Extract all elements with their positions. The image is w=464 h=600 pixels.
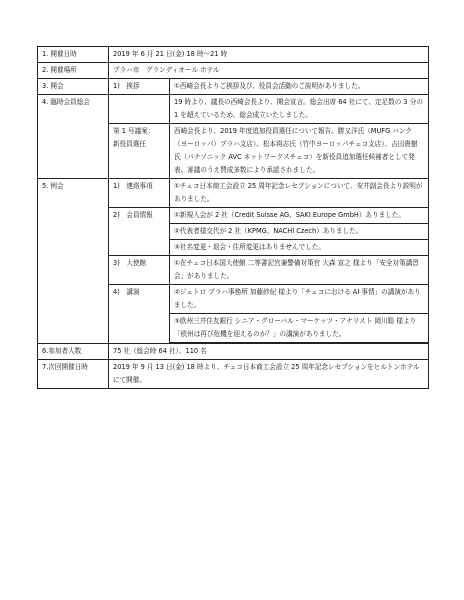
row-content-member-other: ③社名変更・退会・住所変更はありませんでした。 bbox=[170, 240, 429, 256]
row-sub-notices: 1) 連絡事項 bbox=[109, 179, 170, 208]
row-content-member-new: ①新規入会が 2 社（Credit Suisse AG、SAKI Europe GmbH）ありました。 bbox=[170, 208, 429, 224]
table-row bbox=[38, 63, 429, 79]
table-row bbox=[38, 79, 429, 95]
row-content-greeting: ①西崎会長よりご挨拶及び、役員会活動のご説明がありました。 bbox=[170, 79, 429, 95]
table-row bbox=[38, 360, 429, 389]
row-label-venue: 2. 開催場所 bbox=[38, 63, 109, 79]
row-content-next-meeting: 2019 年 9 月 13 日(金) 18 時より、チェコ日本商工会設立 25 周年記念レセプションをヒルトンホテルにて開催。 bbox=[109, 360, 429, 389]
row-content-notices: ①チェコ日本商工会設立 25 周年記念レセプションについて、安井副会長より説明がありました。 bbox=[170, 179, 429, 208]
row-content-venue: プラハ市 グランディオール ホテル bbox=[109, 63, 429, 79]
row-label-next-meeting: 7.次回開催日時 bbox=[38, 360, 109, 389]
row-content-general-opening: 19 時より、議長の西崎会長より、開会宣言。総会出席 64 社にて、定足数の 3 分の 1 を超えているため、総会成立いたしました。 bbox=[170, 95, 429, 124]
row-label-attendance: 6.参加者人数 bbox=[38, 344, 109, 360]
row-content-date: 2019 年 6 月 21 日(金) 18 時～21 時 bbox=[109, 47, 429, 63]
row-sub-empty bbox=[109, 95, 170, 124]
row-content-attendance: 75 社（総会時 64 社）、110 名 bbox=[109, 344, 429, 360]
meeting-minutes-document bbox=[37, 46, 428, 389]
row-content-lecture-jetro: ②ジェトロ プラハ事務所 加藤紗紀 様より「チェコにおける AI 事情」の講演がありました。 bbox=[170, 285, 429, 314]
row-sub-embassy: 3) 大使館 bbox=[109, 256, 170, 285]
table-row bbox=[38, 95, 429, 124]
row-content-agenda-1: 西崎会長より、2019 年度追加役員選任について報告。勝又洋氏（MUFG バンク（ヨーロッパ）プラハ支店）、松本将志氏（竹中ヨーロッパチェコ支店）、吉田貴樹氏（パナソニック AVC ネットワークスチェコ）を新役員追加選任候補者として発表。審議のうえ賛成多数により承認されました。 bbox=[170, 124, 429, 179]
agenda-title: 新役員選任 bbox=[113, 140, 146, 148]
row-sub-lectures: 4) 講演 bbox=[109, 285, 170, 344]
table-row bbox=[38, 47, 429, 63]
agenda-number: 第 1 号議案： bbox=[113, 127, 155, 135]
row-content-embassy: ①在チェコ日本国大使館 二等書記官兼警備対策官 大森 宣之 様より「安全対策講習会」がありました。 bbox=[170, 256, 429, 285]
row-sub-agenda-1 bbox=[109, 124, 170, 179]
minutes-table bbox=[37, 46, 429, 389]
row-label-date: 1. 開催日時 bbox=[38, 47, 109, 63]
table-row bbox=[38, 179, 429, 208]
row-content-lecture-smbc: ③欧州三井住友銀行 シニア・グローバル・マーケッツ・アナリスト 岡川聡 様より「欧州は再び危機を迎えるのか？」の講演がありました。 bbox=[170, 314, 429, 343]
row-label-opening: 3. 開会 bbox=[38, 79, 109, 95]
row-sub-greeting: 1) 挨拶 bbox=[109, 79, 170, 95]
table-row bbox=[38, 344, 429, 360]
row-label-regular-meeting: 5. 例会 bbox=[38, 179, 109, 344]
row-sub-member-info: 2) 会員情報 bbox=[109, 208, 170, 256]
row-content-member-rep-change: ②代表者様交代が 2 社（KPMG、NACHI Czech）ありました。 bbox=[170, 224, 429, 240]
row-label-general-meeting: 4. 臨時会員総会 bbox=[38, 95, 109, 179]
